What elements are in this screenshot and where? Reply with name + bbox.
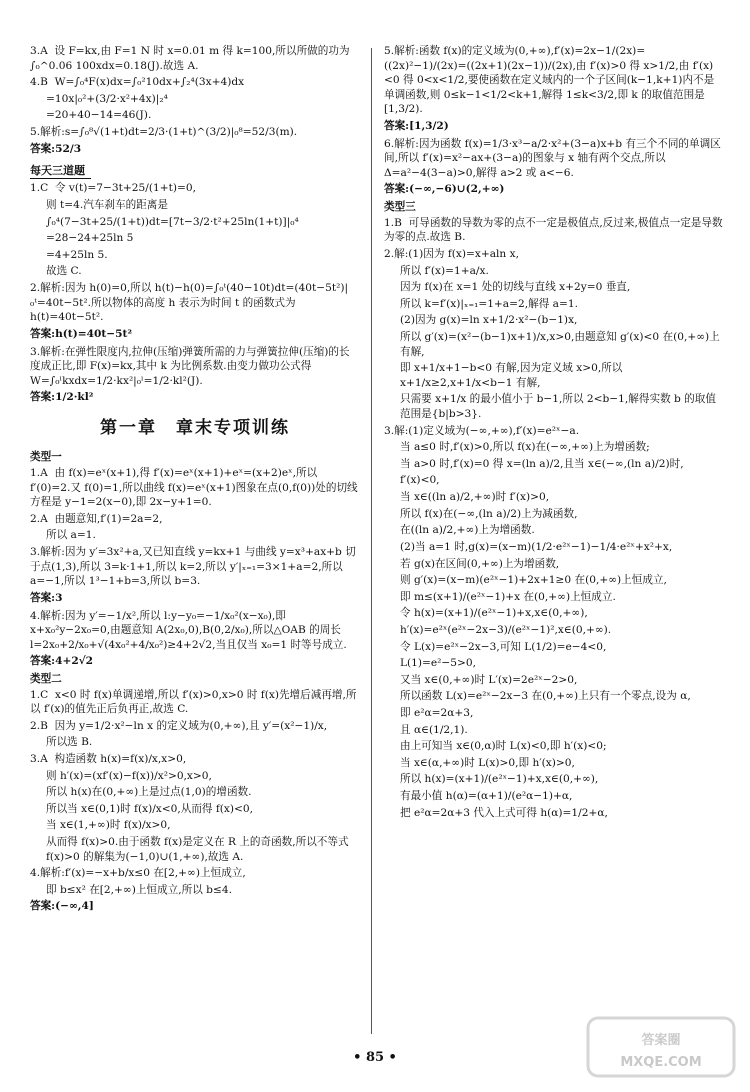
paragraph: 3.解析:因为 y′=3x²+a,又已知直线 y=kx+1 与曲线 y=x³+ax+b 切于点(1,3),所以 3=k·1+1,所以 k=2,所以 y′|ₓ₌₁=3×1+a=2,所以 a=−1,所以 1³−1+b=3,所以 b=3. xyxy=(30,546,356,588)
watermark-logo xyxy=(586,1016,736,1078)
answer-line: 答案:4+2√2 xyxy=(30,655,94,668)
paragraph-continued: (2)当 a=1 时,g(x)=(x−m)(1/2·e²ˣ−1)−1/4·e²ˣ+x²+x, xyxy=(400,540,673,553)
paragraph-continued: 所以 a=1. xyxy=(46,529,96,542)
paragraph-continued: 即 x+1/x+1−b<0 有解,因为定义域 x>0,所以 x+1/x≥2,x+1/x<b−1 有解, xyxy=(400,362,626,389)
paragraph-continued: 令 L(x)=e²ˣ−2x−3,可知 L(1/2)=e−4<0, xyxy=(400,640,607,653)
paragraph-continued: 即 m≤(x+1)/(e²ˣ−1)+x 在(0,+∞)上恒成立. xyxy=(400,590,616,603)
paragraph: 4.解析:因为 y′=−1/x²,所以 l:y−y₀=−1/x₀²(x−x₀),即 x+x₀²y−2x₀=0,由题意知 A(2x₀,0),B(0,2/x₀),所以△OAB 的周长 l=2x₀+2/x₀+√(4x₀²+4/x₀²)≥4+2√2,当且仅当 x₀=1 时等号成立. xyxy=(30,609,347,651)
paragraph-continued: 所以函数 L(x)=e²ˣ−2x−3 在(0,+∞)上只有一个零点,设为 α, xyxy=(400,690,691,703)
paragraph-continued: 所以 g′(x)=(x²−(b−1)x+1)/x,x>0,由题意知 g′(x)<0 在(0,+∞)上有解, xyxy=(400,330,720,358)
section-heading-wrap xyxy=(30,159,360,181)
paragraph-continued: 所以 k=f′(x)|ₓ₌₁=1+a=2,解得 a=1. xyxy=(400,297,578,310)
paragraph: 3.解析:在弹性限度内,拉伸(压缩)弹簧所需的力与弹簧拉伸(压缩)的长度成正比,即 F(x)=kx,其中 k 为比例系数.由变力做功公式得 W=∫₀ˡkxdx=1/2·kx²|₀ˡ=1/2·kl²(J). xyxy=(30,345,350,387)
paragraph-continued: =4+25ln 5. xyxy=(46,248,108,261)
paragraph-continued: 当 x∈(α,+∞)时 L(x)>0,即 h′(x)>0, xyxy=(400,756,575,769)
paragraph-continued: f′(x)<0, xyxy=(400,474,440,487)
paragraph: 3.A 构造函数 h(x)=f(x)/x,x>0, xyxy=(30,753,187,765)
answer-line: 答案:52/3 xyxy=(30,142,82,155)
answer-line: 答案:(−∞,4] xyxy=(30,900,94,913)
paragraph: 2.解析:因为 h(0)=0,所以 h(t)−h(0)=∫₀ᵗ(40−10t)dt=(40t−5t²)|₀ᵗ=40t−5t².所以物体的高度 h 表示为时间 t 的函数式为 h(t)=40t−5t². xyxy=(30,282,349,324)
paragraph-continued: 由上可知当 x∈(0,α)时 L(x)<0,即 h′(x)<0; xyxy=(400,740,607,753)
column-divider xyxy=(371,48,372,1034)
paragraph-continued: 当 a>0 时,f′(x)=0 得 x=(ln a)/2,且当 x∈(−∞,(ln a)/2)时, xyxy=(400,457,684,470)
paragraph-continued: 从而得 f(x)>0.由于函数 f(x)是定义在 R 上的奇函数,所以不等式 f(x)>0 的解集为(−1,0)∪(1,+∞),故选 A. xyxy=(46,836,352,863)
answer-line: 答案:h(t)=40t−5t² xyxy=(30,327,133,340)
paragraph-continued: 故选 C. xyxy=(46,265,82,278)
paragraph: 5.解析:s=∫₀⁸√(1+t)dt=2/3·(1+t)^(3/2)|₀⁸=52/3(m). xyxy=(30,126,298,139)
paragraph: 6.解析:因为函数 f(x)=1/3·x³−a/2·x²+(3−a)x+b 有三个不同的单调区间,所以 f′(x)=x²−ax+(3−a)的图象与 x 轴有两个交点,所以 Δ=a²−4(3−a)>0,解得 a>2 或 a<−6. xyxy=(384,137,721,179)
answer-line: 答案:[1,3/2) xyxy=(384,120,449,133)
paragraph-continued: 令 h(x)=(x+1)/(e²ˣ−1)+x,x∈(0,+∞), xyxy=(400,607,588,620)
paragraph: 3.A 设 F=kx,由 F=1 N 时 x=0.01 m 得 k=100,所以所做的功为 ∫₀^0.06 100xdx=0.18(J).故选 A. xyxy=(30,45,353,72)
left-column xyxy=(30,44,360,917)
paragraph: 2.解:(1)因为 f(x)=x+aln x, xyxy=(384,247,519,260)
paragraph-continued: =20+40−14=46(J). xyxy=(46,109,152,122)
paragraph-continued: 有最小值 h(α)=(α+1)/(e²α−1)+α, xyxy=(400,790,573,803)
paragraph-continued: (2)因为 g(x)=ln x+1/2·x²−(b−1)x, xyxy=(400,314,578,327)
paragraph-continued: 即 e²α=2α+3, xyxy=(400,706,474,719)
watermark-url: MXQE.COM xyxy=(620,1055,702,1070)
paragraph-continued: ∫₀⁴(7−3t+25/(1+t))dt=[7t−3/2·t²+25ln(1+t)]|₀⁴ xyxy=(46,215,299,228)
paragraph-continued: 所以 h(x)=(x+1)/(e²ˣ−1)+x,x∈(0,+∞), xyxy=(400,773,599,786)
paragraph: 1.B 可导函数的导数为零的点不一定是极值点,反过来,极值点一定是导数为零的点.故选 B. xyxy=(384,216,723,244)
paragraph-continued: 当 a≤0 时,f′(x)>0,所以 f(x)在(−∞,+∞)上为增函数; xyxy=(400,441,650,454)
paragraph: 2.A 由题意知,f′(1)=2a=2, xyxy=(30,512,163,525)
chapter-title: 第一章 章末专项训练 xyxy=(100,417,290,438)
paragraph-continued: 因为 f(x)在 x=1 处的切线与直线 x+2y=0 垂直, xyxy=(400,281,631,294)
paragraph: 4.解析:f′(x)=−x+b/x≤0 在[2,+∞)上恒成立, xyxy=(30,867,246,880)
paragraph-continued: 则 t=4.汽车刹车的距离是 xyxy=(46,199,168,212)
paragraph-continued: 又当 x∈(0,+∞)时 L′(x)=2e²ˣ−2>0, xyxy=(400,673,578,686)
paragraph-continued: 所以 h(x)在(0,+∞)上是过点(1,0)的增函数. xyxy=(46,786,252,799)
right-column xyxy=(384,44,724,822)
paragraph: 1.C 令 v(t)=7−3t+25/(1+t)=0, xyxy=(30,182,196,195)
paragraph-continued: 若 g(x)在区间(0,+∞)上为增函数, xyxy=(400,557,560,570)
type-heading: 类型三 xyxy=(384,201,416,214)
paragraph-continued: 只需要 x+1/x 的最小值小于 b−1,所以 2<b−1,解得实数 b 的取值范围是{b|b>3}. xyxy=(400,393,716,421)
paragraph-continued: 在((ln a)/2,+∞)上为增函数. xyxy=(400,524,535,537)
paragraph: 5.解析:函数 f(x)的定义域为(0,+∞),f′(x)=2x−1/(2x)=((2x)²−1)/(2x)=((2x+1)(2x−1))/(2x),由 f′(x)>0 得 x>1/2,由 f′(x)<0 得 0<x<1/2,要使函数在定义域内的一个子区间(k−1,k+1)内不是单调函数,则 0≤k−1<1/2<k+1,解得 1≤k<3/2,即 k 的取值范围是[1,3/2). xyxy=(384,45,715,116)
answer-line: 答案:3 xyxy=(30,591,63,604)
paragraph-continued: 所以 f′(x)=1+a/x. xyxy=(400,264,489,277)
answer-line: 答案:(−∞,−6)∪(2,+∞) xyxy=(384,183,505,196)
paragraph: 1.C x<0 时 f(x)单调递增,所以 f′(x)>0,x>0 时 f(x)先增后减再增,所以 f′(x)的值先正后负再正,故选 C. xyxy=(30,688,357,716)
paragraph-continued: =28−24+25ln 5 xyxy=(46,232,134,245)
watermark-title: 答案圈 xyxy=(641,1033,681,1048)
answer-line: 答案:1/2·kl² xyxy=(30,391,94,404)
type-heading: 类型二 xyxy=(30,672,62,685)
paragraph: 2.B 因为 y=1/2·x²−ln x 的定义域为(0,+∞),且 y′=(x²−1)/x, xyxy=(30,719,328,732)
paragraph-continued: 即 b≤x² 在[2,+∞)上恒成立,所以 b≤4. xyxy=(46,883,232,896)
paragraph-continued: 则 h′(x)=(xf′(x)−f(x))/x²>0,x>0, xyxy=(46,769,212,782)
paragraph: 3.解:(1)定义域为(−∞,+∞),f′(x)=e²ˣ−a. xyxy=(384,424,580,437)
paragraph-continued: 则 g′(x)=(x−m)(e²ˣ−1)+2x+1≥0 在(0,+∞)上恒成立, xyxy=(400,574,667,587)
paragraph-continued: 且 α∈(1/2,1). xyxy=(400,723,468,736)
paragraph-continued: 所以 f(x)在(−∞,(ln a)/2)上为减函数, xyxy=(400,507,578,520)
paragraph-continued: 把 e²α=2α+3 代入上式可得 h(α)=1/2+α, xyxy=(400,806,608,819)
paragraph-continued: 当 x∈(1,+∞)时 f(x)/x>0, xyxy=(46,819,171,832)
type-heading: 类型一 xyxy=(30,451,62,464)
paragraph: 1.A 由 f(x)=eˣ(x+1),得 f′(x)=eˣ(x+1)+eˣ=(x+2)eˣ,所以 f′(0)=2.又 f(0)=1,所以曲线 f(x)=eˣ(x+1)图象在点(0,f(0))处的切线方程是 y−1=2(x−0),即 2x−y+1=0. xyxy=(30,467,358,509)
page-number: • 85 • xyxy=(353,1050,397,1065)
paragraph-continued: L(1)=e²−5>0, xyxy=(400,657,477,670)
paragraph-continued: =10x|₀²+(3/2·x²+4x)|₂⁴ xyxy=(46,92,168,105)
paragraph-continued: h′(x)=e²ˣ(e²ˣ−2x−3)/(e²ˣ−1)²,x∈(0,+∞). xyxy=(400,623,612,636)
section-heading: 每天三道题 xyxy=(30,163,91,179)
paragraph: 4.B W=∫₀⁴F(x)dx=∫₀²10dx+∫₂⁴(3x+4)dx xyxy=(30,76,245,89)
paragraph-continued: 所以当 x∈(0,1)时 f(x)/x<0,从而得 f(x)<0, xyxy=(46,802,254,815)
paragraph-continued: 当 x∈((ln a)/2,+∞)时 f′(x)>0, xyxy=(400,491,550,504)
paragraph-continued: 所以选 B. xyxy=(46,736,93,749)
